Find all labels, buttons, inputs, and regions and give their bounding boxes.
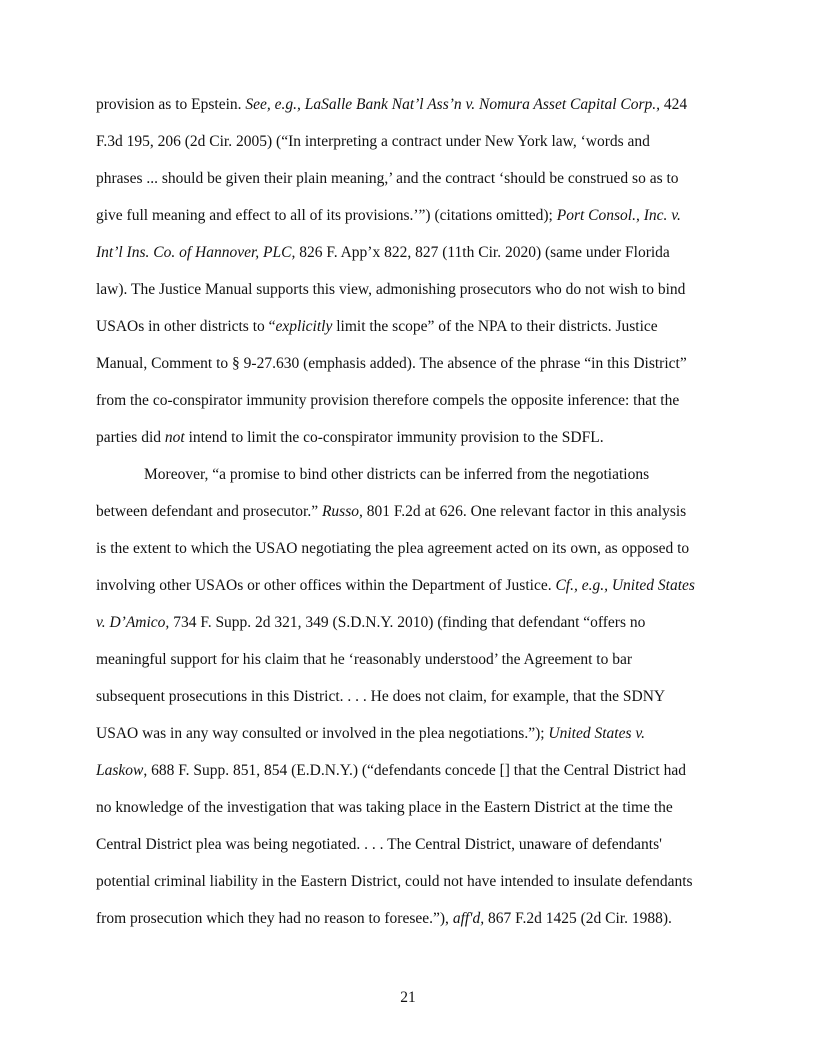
text-line (96, 131, 720, 168)
italic-citation-text: Russo, (321, 503, 363, 520)
body-text: F.3d 195, 206 (2d Cir. 2005) (“In interpreting a contract under New York law, ‘words and (96, 133, 650, 150)
text-line (96, 353, 720, 390)
text-line (96, 723, 720, 760)
body-text: 826 F. App’x 822, 827 (11th Cir. 2020) (same under Florida (295, 244, 670, 261)
body-text: from prosecution which they had no reason to foresee.”), (96, 910, 453, 927)
body-text: subsequent prosecutions in this District. . . . He does not claim, for example, that the SDNY (96, 688, 666, 705)
page-number: 21 (400, 989, 416, 1006)
text-line (96, 94, 720, 131)
text-line (96, 205, 720, 242)
body-text: phrases ... should be given their plain meaning,’ and the contract ‘should be construed so as to (96, 170, 679, 187)
italic-citation-text: Port Consol., Inc. v. (556, 207, 681, 224)
italic-citation-text: United States v. (548, 725, 645, 742)
body-text: intend to limit the co-conspirator immunity provision to the SDFL. (184, 429, 604, 446)
italic-citation-text: not (164, 429, 185, 446)
text-line (96, 834, 720, 871)
text-line (96, 316, 720, 353)
body-text: provision as to Epstein. (96, 96, 246, 113)
text-line (96, 390, 720, 427)
body-text: Moreover, “a promise to bind other districts can be inferred from the negotiations (144, 466, 650, 483)
text-line (96, 797, 720, 834)
text-line (96, 538, 720, 575)
text-line (96, 427, 720, 464)
body-text: is the extent to which the USAO negotiating the plea agreement acted on its own, as opposed to (96, 540, 690, 557)
body-text: , 688 F. Supp. 851, 854 (E.D.N.Y.) (“defendants concede [] that the Central District had (143, 762, 686, 779)
italic-citation-text: See, e.g., LaSalle Bank Nat’l Ass’n v. Nomura Asset Capital Corp., (245, 96, 661, 113)
body-text: give full meaning and effect to all of its provisions.’”) (citations omitted); (96, 207, 557, 224)
body-text: between defendant and prosecutor.” (96, 503, 322, 520)
text-line (96, 464, 720, 501)
italic-citation-text: aff'd, (452, 910, 485, 927)
italic-citation-text: v. D’Amico, (96, 614, 170, 631)
text-line (96, 760, 720, 797)
body-text: meaningful support for his claim that he ‘reasonably understood’ the Agreement to bar (96, 651, 633, 668)
text-line (96, 168, 720, 205)
italic-citation-text: Cf., e.g., United States (555, 577, 695, 594)
text-line (96, 501, 720, 538)
body-text: parties did (96, 429, 165, 446)
italic-citation-text: explicitly (275, 318, 333, 335)
text-line (96, 242, 720, 279)
body-text: USAOs in other districts to “ (96, 318, 276, 335)
body-text: law). The Justice Manual supports this view, admonishing prosecutors who do not wish to bind (96, 281, 686, 298)
body-text: 734 F. Supp. 2d 321, 349 (S.D.N.Y. 2010) (finding that defendant “offers no (169, 614, 646, 631)
body-text: no knowledge of the investigation that was taking place in the Eastern District at the time the (96, 799, 673, 816)
body-text: limit the scope” of the NPA to their districts. Justice (332, 318, 658, 335)
text-line (96, 649, 720, 686)
body-text: 867 F.2d 1425 (2d Cir. 1988). (484, 910, 672, 927)
text-line (96, 871, 720, 908)
body-text: 424 (660, 96, 688, 113)
text-line (96, 686, 720, 723)
body-text: 801 F.2d at 626. One relevant factor in this analysis (362, 503, 687, 520)
body-text: Central District plea was being negotiated. . . . The Central District, unaware of defendants' (96, 836, 662, 853)
document-body (96, 94, 720, 945)
text-line (96, 279, 720, 316)
italic-citation-text: Laskow (96, 762, 144, 779)
body-text: involving other USAOs or other offices within the Department of Justice. (96, 577, 556, 594)
text-line (96, 575, 720, 612)
body-text: potential criminal liability in the Eastern District, could not have intended to insulate defendants (96, 873, 693, 890)
body-text: Manual, Comment to § 9-27.630 (emphasis added). The absence of the phrase “in this District” (96, 355, 687, 372)
text-line (96, 612, 720, 649)
body-text: USAO was in any way consulted or involved in the plea negotiations.”); (96, 725, 549, 742)
italic-citation-text: Int’l Ins. Co. of Hannover, PLC, (96, 244, 296, 261)
text-line (96, 908, 720, 945)
body-text: from the co-conspirator immunity provision therefore compels the opposite inference: that the (96, 392, 680, 409)
